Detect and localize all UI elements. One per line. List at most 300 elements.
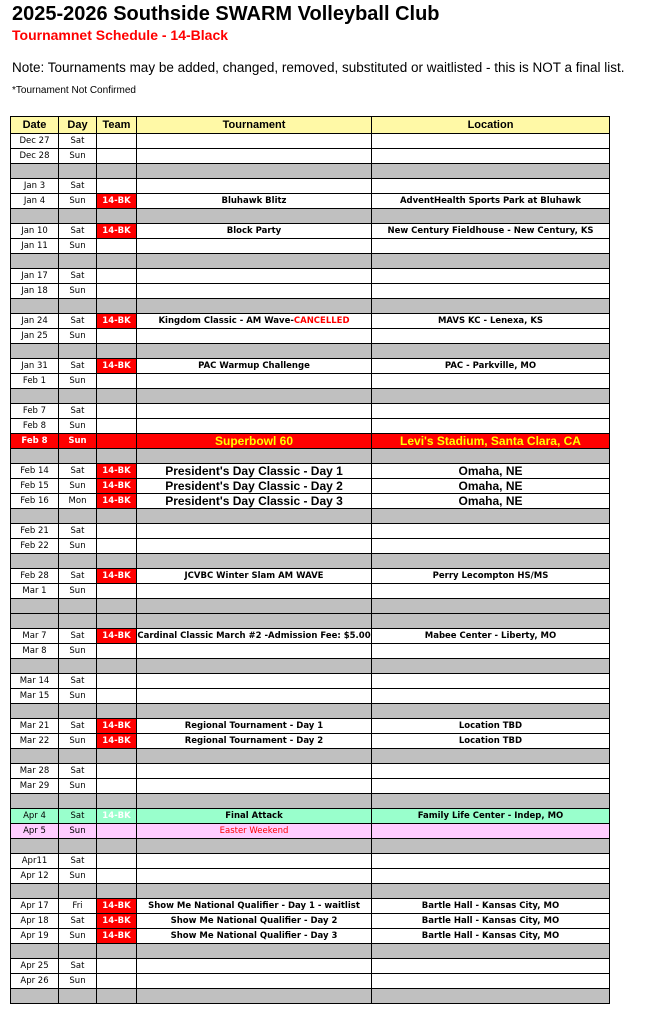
tournament-cell (137, 809, 372, 824)
separator-cell (59, 554, 97, 569)
date-cell: Jan 25 (11, 329, 59, 344)
schedule-row (11, 479, 610, 494)
team-cell (97, 419, 137, 434)
team-cell: 14-BK (97, 359, 137, 374)
not-confirmed-note: *Tournament Not Confirmed (12, 85, 136, 96)
date-cell: Jan 11 (11, 239, 59, 254)
team-cell: 14-BK (97, 629, 137, 644)
separator-cell (137, 449, 372, 464)
separator-cell (372, 884, 610, 899)
separator-cell (97, 884, 137, 899)
page-title: 2025-2026 Southside SWARM Volleyball Club (12, 3, 440, 25)
date-cell: Apr 25 (11, 959, 59, 974)
tournament-name: Final Attack (225, 810, 283, 821)
schedule-row (11, 584, 610, 599)
schedule-row (11, 239, 610, 254)
separator-cell (372, 599, 610, 614)
column-header-location: Location (372, 117, 610, 134)
tournament-name: JCVBC Winter Slam AM WAVE (184, 570, 324, 581)
tournament-cell (137, 524, 372, 539)
tournament-cell (137, 869, 372, 884)
day-cell: Fri (59, 899, 97, 914)
separator-cell (59, 794, 97, 809)
day-cell: Sat (59, 134, 97, 149)
separator-row (11, 749, 610, 764)
tournament-cell (137, 179, 372, 194)
separator-cell (372, 794, 610, 809)
separator-cell (59, 509, 97, 524)
schedule-table (10, 116, 610, 1004)
separator-cell (137, 794, 372, 809)
location-cell (372, 269, 610, 284)
separator-row (11, 794, 610, 809)
separator-row (11, 449, 610, 464)
date-cell: Apr11 (11, 854, 59, 869)
location-cell: Bartle Hall - Kansas City, MO (372, 899, 610, 914)
location-cell (372, 644, 610, 659)
tournament-cell (137, 764, 372, 779)
tournament-cell (137, 269, 372, 284)
separator-cell (372, 449, 610, 464)
location-cell: AdventHealth Sports Park at Bluhawk (372, 194, 610, 209)
separator-cell (97, 749, 137, 764)
tournament-name: President's Day Classic - Day 2 (165, 478, 343, 493)
separator-cell (59, 254, 97, 269)
separator-cell (372, 254, 610, 269)
tournament-cell (137, 854, 372, 869)
date-cell: Apr 26 (11, 974, 59, 989)
separator-cell (372, 614, 610, 629)
separator-cell (11, 839, 59, 854)
cancelled-label: CANCELLED (293, 315, 350, 326)
tournament-cell (137, 494, 372, 509)
day-cell: Mon (59, 494, 97, 509)
separator-row (11, 884, 610, 899)
date-cell: Feb 22 (11, 539, 59, 554)
date-cell: Apr 12 (11, 869, 59, 884)
team-cell (97, 644, 137, 659)
location-cell (372, 959, 610, 974)
location-cell: MAVS KC - Lenexa, KS (372, 314, 610, 329)
location-cell (372, 674, 610, 689)
day-cell: Sun (59, 374, 97, 389)
separator-cell (372, 989, 610, 1004)
separator-cell (11, 209, 59, 224)
tournament-cell (137, 239, 372, 254)
separator-cell (59, 839, 97, 854)
separator-cell (59, 299, 97, 314)
column-header-tournament: Tournament (137, 117, 372, 134)
schedule-row (11, 824, 610, 839)
separator-cell (59, 209, 97, 224)
separator-row (11, 839, 610, 854)
team-cell: 14-BK (97, 464, 137, 479)
day-cell: Sat (59, 404, 97, 419)
date-cell: Mar 14 (11, 674, 59, 689)
separator-cell (137, 989, 372, 1004)
team-cell: 14-BK (97, 494, 137, 509)
column-header-day: Day (59, 117, 97, 134)
location-cell (372, 374, 610, 389)
day-cell: Sun (59, 239, 97, 254)
schedule-row (11, 359, 610, 374)
tournament-cell (137, 734, 372, 749)
tournament-name: PAC Warmup Challenge (198, 360, 310, 371)
day-cell: Sun (59, 479, 97, 494)
team-cell: 14-BK (97, 314, 137, 329)
location-cell: PAC - Parkville, MO (372, 359, 610, 374)
location-cell (372, 974, 610, 989)
team-cell (97, 524, 137, 539)
team-cell: 14-BK (97, 719, 137, 734)
schedule-row (11, 284, 610, 299)
tournament-name: Kingdom Classic - AM Wave- (158, 315, 294, 326)
separator-cell (137, 884, 372, 899)
separator-cell (97, 599, 137, 614)
tournament-cell (137, 149, 372, 164)
team-cell (97, 974, 137, 989)
separator-row (11, 389, 610, 404)
schedule-row (11, 464, 610, 479)
date-cell: Mar 22 (11, 734, 59, 749)
location-cell: Bartle Hall - Kansas City, MO (372, 929, 610, 944)
tournament-cell (137, 674, 372, 689)
schedule-row (11, 629, 610, 644)
separator-row (11, 599, 610, 614)
team-cell (97, 689, 137, 704)
tournament-cell (137, 464, 372, 479)
tournament-name: Cardinal Classic March #2 -Admission Fee: $5.00 (137, 630, 371, 641)
separator-cell (137, 944, 372, 959)
schedule-row (11, 269, 610, 284)
day-cell: Sat (59, 674, 97, 689)
team-cell (97, 854, 137, 869)
separator-row (11, 704, 610, 719)
separator-cell (97, 164, 137, 179)
separator-cell (59, 704, 97, 719)
day-cell: Sun (59, 149, 97, 164)
separator-cell (11, 659, 59, 674)
team-cell (97, 779, 137, 794)
location-cell (372, 524, 610, 539)
schedule-row (11, 134, 610, 149)
tournament-cell (137, 434, 372, 449)
separator-row (11, 164, 610, 179)
separator-cell (372, 344, 610, 359)
table-header-row (11, 117, 610, 134)
date-cell: Mar 28 (11, 764, 59, 779)
separator-row (11, 299, 610, 314)
schedule-row (11, 224, 610, 239)
team-cell (97, 374, 137, 389)
schedule-row (11, 719, 610, 734)
schedule-row (11, 674, 610, 689)
day-cell: Sun (59, 734, 97, 749)
tournament-cell (137, 539, 372, 554)
tournament-name: President's Day Classic - Day 3 (165, 493, 343, 508)
location-cell (372, 584, 610, 599)
date-cell: Dec 27 (11, 134, 59, 149)
day-cell: Sat (59, 914, 97, 929)
team-cell: 14-BK (97, 224, 137, 239)
tournament-cell (137, 224, 372, 239)
team-cell (97, 404, 137, 419)
separator-row (11, 344, 610, 359)
team-cell (97, 269, 137, 284)
separator-cell (137, 164, 372, 179)
separator-cell (372, 659, 610, 674)
team-cell: 14-BK (97, 929, 137, 944)
day-cell: Sun (59, 419, 97, 434)
location-cell: Bartle Hall - Kansas City, MO (372, 914, 610, 929)
date-cell: Dec 28 (11, 149, 59, 164)
separator-cell (137, 299, 372, 314)
separator-cell (97, 659, 137, 674)
separator-cell (11, 884, 59, 899)
schedule-body (11, 134, 610, 1004)
separator-cell (11, 449, 59, 464)
date-cell: Feb 14 (11, 464, 59, 479)
day-cell: Sat (59, 524, 97, 539)
tournament-name: Show Me National Qualifier - Day 1 - waitlist (148, 900, 360, 911)
separator-cell (11, 794, 59, 809)
schedule-row (11, 644, 610, 659)
separator-cell (137, 599, 372, 614)
location-cell: Perry Lecompton HS/MS (372, 569, 610, 584)
separator-cell (11, 554, 59, 569)
team-cell (97, 434, 137, 449)
location-cell: Mabee Center - Liberty, MO (372, 629, 610, 644)
tournament-cell (137, 569, 372, 584)
team-cell: 14-BK (97, 569, 137, 584)
separator-cell (59, 614, 97, 629)
separator-cell (11, 599, 59, 614)
separator-cell (59, 884, 97, 899)
schedule-row (11, 869, 610, 884)
separator-cell (372, 209, 610, 224)
day-cell: Sat (59, 314, 97, 329)
separator-cell (59, 599, 97, 614)
separator-cell (11, 389, 59, 404)
separator-cell (372, 944, 610, 959)
separator-cell (97, 449, 137, 464)
separator-cell (59, 344, 97, 359)
day-cell: Sat (59, 959, 97, 974)
separator-cell (11, 749, 59, 764)
tournament-cell (137, 899, 372, 914)
date-cell: Mar 7 (11, 629, 59, 644)
separator-cell (97, 209, 137, 224)
team-cell (97, 284, 137, 299)
separator-row (11, 944, 610, 959)
schedule-row (11, 404, 610, 419)
tournament-name: Regional Tournament - Day 1 (184, 720, 324, 731)
day-cell: Sat (59, 224, 97, 239)
date-cell: Jan 24 (11, 314, 59, 329)
team-cell: 14-BK (97, 899, 137, 914)
separator-cell (137, 389, 372, 404)
date-cell: Apr 4 (11, 809, 59, 824)
day-cell: Sat (59, 764, 97, 779)
date-cell: Feb 15 (11, 479, 59, 494)
location-cell (372, 854, 610, 869)
tournament-name: Bluhawk Blitz (221, 195, 287, 206)
location-cell (372, 824, 610, 839)
schedule-row (11, 974, 610, 989)
tournament-name: Show Me National Qualifier - Day 3 (170, 930, 338, 941)
schedule-row (11, 764, 610, 779)
separator-cell (97, 989, 137, 1004)
separator-cell (372, 839, 610, 854)
location-cell (372, 239, 610, 254)
tournament-cell (137, 974, 372, 989)
separator-cell (11, 164, 59, 179)
day-cell: Sat (59, 569, 97, 584)
day-cell: Sun (59, 284, 97, 299)
tournament-cell (137, 959, 372, 974)
day-cell: Sun (59, 434, 97, 449)
date-cell: Jan 4 (11, 194, 59, 209)
separator-cell (372, 299, 610, 314)
location-cell: Omaha, NE (372, 494, 610, 509)
schedule-row (11, 914, 610, 929)
schedule-row (11, 959, 610, 974)
separator-cell (372, 389, 610, 404)
separator-cell (372, 554, 610, 569)
day-cell: Sun (59, 869, 97, 884)
column-header-date: Date (11, 117, 59, 134)
schedule-row (11, 779, 610, 794)
separator-row (11, 989, 610, 1004)
separator-cell (137, 254, 372, 269)
separator-cell (11, 944, 59, 959)
separator-cell (97, 614, 137, 629)
schedule-row (11, 179, 610, 194)
tournament-name: President's Day Classic - Day 1 (165, 463, 343, 478)
separator-cell (372, 704, 610, 719)
schedule-row (11, 329, 610, 344)
separator-cell (137, 209, 372, 224)
day-cell: Sun (59, 329, 97, 344)
date-cell: Feb 21 (11, 524, 59, 539)
separator-cell (97, 344, 137, 359)
location-cell (372, 539, 610, 554)
team-cell: 14-BK (97, 809, 137, 824)
day-cell: Sun (59, 539, 97, 554)
schedule-row (11, 434, 610, 449)
schedule-row (11, 899, 610, 914)
location-cell: Family Life Center - Indep, MO (372, 809, 610, 824)
date-cell: Feb 28 (11, 569, 59, 584)
separator-cell (97, 944, 137, 959)
team-cell: 14-BK (97, 914, 137, 929)
day-cell: Sun (59, 974, 97, 989)
day-cell: Sat (59, 809, 97, 824)
date-cell: Feb 16 (11, 494, 59, 509)
schedule-row (11, 734, 610, 749)
separator-cell (97, 509, 137, 524)
date-cell: Jan 3 (11, 179, 59, 194)
location-cell (372, 689, 610, 704)
team-cell: 14-BK (97, 479, 137, 494)
separator-cell (137, 509, 372, 524)
tournament-name: Easter Weekend (219, 825, 289, 836)
day-cell: Sat (59, 629, 97, 644)
separator-cell (59, 164, 97, 179)
separator-row (11, 614, 610, 629)
team-cell (97, 824, 137, 839)
disclaimer-note: Note: Tournaments may be added, changed, removed, substituted or waitlisted - this is NOT a final list. (12, 60, 625, 75)
day-cell: Sat (59, 179, 97, 194)
separator-cell (97, 794, 137, 809)
schedule-row (11, 149, 610, 164)
date-cell: Mar 1 (11, 584, 59, 599)
date-cell: Mar 21 (11, 719, 59, 734)
location-cell (372, 419, 610, 434)
schedule-row (11, 689, 610, 704)
day-cell: Sat (59, 719, 97, 734)
schedule-row (11, 194, 610, 209)
separator-cell (372, 164, 610, 179)
separator-row (11, 509, 610, 524)
schedule-row (11, 419, 610, 434)
separator-cell (59, 389, 97, 404)
location-cell: Omaha, NE (372, 464, 610, 479)
schedule-row (11, 314, 610, 329)
schedule-row (11, 374, 610, 389)
schedule-row (11, 494, 610, 509)
date-cell: Mar 8 (11, 644, 59, 659)
separator-cell (97, 839, 137, 854)
location-cell (372, 329, 610, 344)
separator-row (11, 209, 610, 224)
team-cell (97, 764, 137, 779)
separator-cell (97, 299, 137, 314)
date-cell: Mar 29 (11, 779, 59, 794)
day-cell: Sun (59, 929, 97, 944)
tournament-cell (137, 134, 372, 149)
day-cell: Sat (59, 269, 97, 284)
separator-cell (59, 944, 97, 959)
separator-row (11, 659, 610, 674)
day-cell: Sun (59, 824, 97, 839)
date-cell: Feb 1 (11, 374, 59, 389)
date-cell: Jan 31 (11, 359, 59, 374)
separator-cell (137, 554, 372, 569)
tournament-cell (137, 629, 372, 644)
location-cell (372, 149, 610, 164)
tournament-cell (137, 419, 372, 434)
day-cell: Sun (59, 584, 97, 599)
team-cell (97, 674, 137, 689)
day-cell: Sat (59, 464, 97, 479)
tournament-cell (137, 779, 372, 794)
tournament-cell (137, 479, 372, 494)
tournament-cell (137, 689, 372, 704)
team-cell (97, 134, 137, 149)
tournament-cell (137, 719, 372, 734)
team-cell (97, 329, 137, 344)
day-cell: Sun (59, 194, 97, 209)
team-cell (97, 239, 137, 254)
tournament-cell (137, 284, 372, 299)
day-cell: Sun (59, 779, 97, 794)
tournament-cell (137, 914, 372, 929)
day-cell: Sat (59, 359, 97, 374)
separator-cell (372, 509, 610, 524)
separator-cell (372, 749, 610, 764)
separator-cell (97, 554, 137, 569)
